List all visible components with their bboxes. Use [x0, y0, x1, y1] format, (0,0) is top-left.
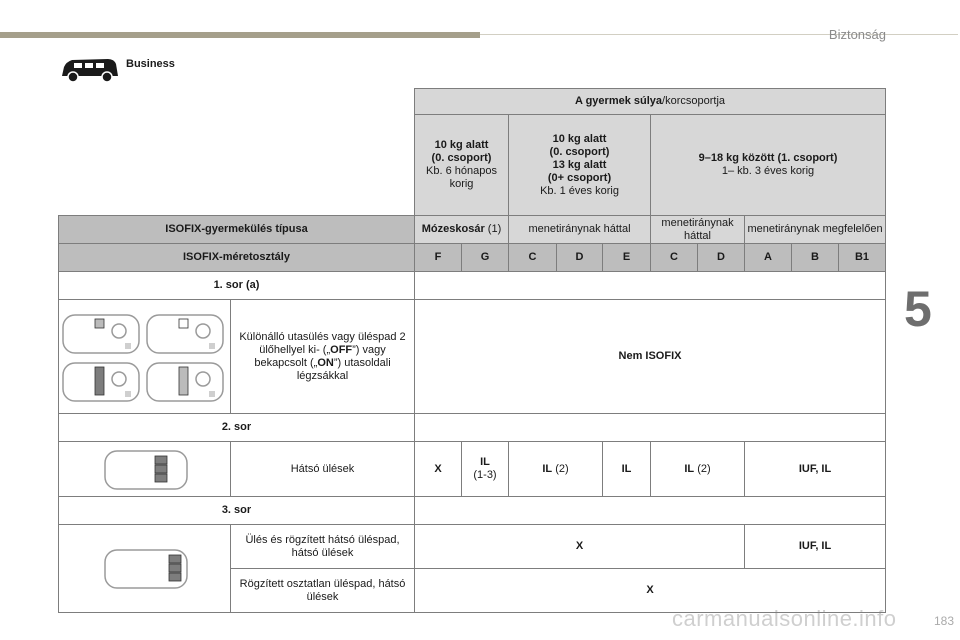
section-title: Biztonság — [828, 27, 886, 42]
row-2-value: X — [415, 442, 462, 497]
front-seat-diagram-icon — [59, 300, 231, 414]
row-3-title: 3. sor — [59, 497, 415, 525]
variant-label: Business — [126, 58, 175, 70]
row-2-value: IUF, IL — [745, 442, 886, 497]
row-2-value: IL (2) — [509, 442, 603, 497]
type-rear-facing-1: menetiránynak háttal — [509, 216, 651, 244]
row-1-title: 1. sor (a) — [59, 272, 415, 300]
rear-seat-diagram-icon — [59, 442, 231, 497]
size-row-label: ISOFIX-méretosztály — [59, 244, 415, 272]
size-class: D — [698, 244, 745, 272]
type-forward-facing: menetiránynak megfelelően — [745, 216, 886, 244]
row-2-title: 2. sor — [59, 414, 415, 442]
row-2-value: IL — [603, 442, 651, 497]
size-class: E — [603, 244, 651, 272]
size-class: F — [415, 244, 462, 272]
third-row-diagram-icon — [59, 525, 231, 613]
chapter-number: 5 — [904, 281, 932, 337]
van-icon — [60, 56, 120, 84]
type-carrycot: Mózeskosár (1) — [415, 216, 509, 244]
row-3-value: X — [415, 569, 886, 613]
size-class: G — [462, 244, 509, 272]
type-rear-facing-2: menetiránynak háttal — [651, 216, 745, 244]
row-2-value: IL (1-3) — [462, 442, 509, 497]
size-row — [59, 244, 886, 272]
row-3-value: IUF, IL — [745, 525, 886, 569]
group-1-header: 9–18 kg között (1. csoport) 1– kb. 3 éves korig — [651, 115, 886, 216]
row-1-value: Nem ISOFIX — [415, 300, 886, 414]
isofix-table — [58, 88, 886, 613]
group-0plus-header: 10 kg alatt (0. csoport) 13 kg alatt (0+ csoport) Kb. 1 éves korig — [509, 115, 651, 216]
weight-header: A gyermek súlya/korcsoportja — [415, 89, 886, 115]
size-class: B1 — [839, 244, 886, 272]
row-1-description: Különálló utasülés vagy üléspad 2 ülőhellyel ki- („OFF”) vagy bekapcsolt („ON”) utasoldali légzsákkal — [231, 300, 415, 414]
header-bar — [0, 32, 480, 38]
row-3-description: Ülés és rögzített hátsó üléspad, hátsó ülések — [231, 525, 415, 569]
group-0-header: 10 kg alatt (0. csoport) Kb. 6 hónapos korig — [415, 115, 509, 216]
header-rule — [480, 34, 958, 35]
row-3-description: Rögzített osztatlan üléspad, hátsó ülések — [231, 569, 415, 613]
size-class: A — [745, 244, 792, 272]
row-2-description: Hátsó ülések — [231, 442, 415, 497]
size-class: D — [557, 244, 603, 272]
row-2-value: IL (2) — [651, 442, 745, 497]
watermark: carmanualsonline.info — [672, 606, 897, 631]
page-number: 183 — [933, 614, 954, 628]
size-class: C — [509, 244, 557, 272]
row-3-value: X — [415, 525, 745, 569]
size-class: C — [651, 244, 698, 272]
type-row-label: ISOFIX-gyermekülés típusa — [59, 216, 415, 244]
size-class: B — [792, 244, 839, 272]
